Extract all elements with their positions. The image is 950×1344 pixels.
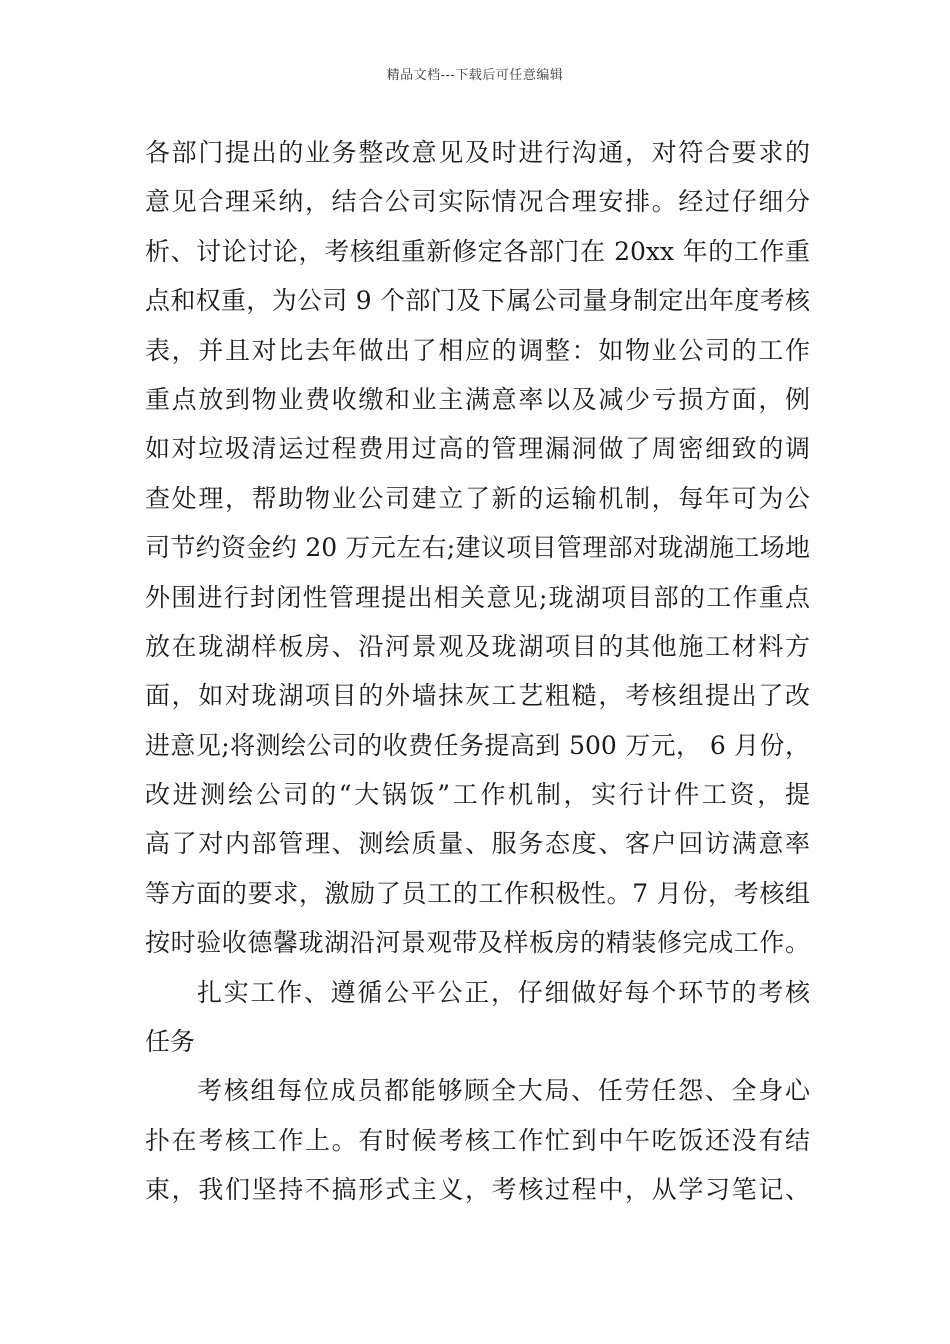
paragraph <box>145 128 810 968</box>
section-heading <box>145 968 810 1067</box>
text-line: 面，如对珑湖项目的外墙抹灰工艺粗糙，考核组提出了改 <box>145 681 810 711</box>
text-line: 重点放到物业费收缴和业主满意率以及减少亏损方面，例 <box>145 384 810 414</box>
text-line: 按时验收德馨珑湖沿河景观带及样板房的精装修完成工作。 <box>145 928 810 958</box>
text-line: 表，并且对比去年做出了相应的调整：如物业公司的工作 <box>145 335 810 365</box>
text-line: 点和权重，为公司 9 个部门及下属公司量身制定出年度考核 <box>145 286 810 316</box>
page-header: 精品文档---下载后可任意编辑 <box>386 68 564 83</box>
text-line: 外围进行封闭性管理提出相关意见;珑湖项目部的工作重点 <box>145 582 810 612</box>
text-line: 放在珑湖样板房、沿河景观及珑湖项目的其他施工材料方 <box>145 631 810 661</box>
text-line: 扑在考核工作上。有时候考核工作忙到中午吃饭还没有结 <box>145 1125 810 1155</box>
text-line: 意见合理采纳，结合公司实际情况合理安排。经过仔细分 <box>145 187 810 217</box>
document-body <box>145 128 810 1215</box>
text-line: 如对垃圾清运过程费用过高的管理漏洞做了周密细致的调 <box>145 434 810 464</box>
text-line: 等方面的要求，激励了员工的工作积极性。7 月份，考核组 <box>145 878 810 908</box>
text-line: 析、讨论讨论，考核组重新修定各部门在 20xx 年的工作重 <box>145 236 810 266</box>
text-line: 扎实工作、遵循公平公正，仔细做好每个环节的考核 <box>197 977 810 1007</box>
text-line: 高了对内部管理、测绘质量、服务态度、客户回访满意率 <box>145 829 810 859</box>
text-line: 查处理，帮助物业公司建立了新的运输机制，每年可为公 <box>145 483 810 513</box>
text-line: 束，我们坚持不搞形式主义，考核过程中，从学习笔记、 <box>145 1175 810 1205</box>
text-line: 考核组每位成员都能够顾全大局、任劳任怨、全身心 <box>197 1076 810 1106</box>
text-line: 各部门提出的业务整改意见及时进行沟通，对符合要求的 <box>145 138 810 167</box>
text-line: 任务 <box>145 1027 196 1057</box>
text-line: 进意见;将测绘公司的收费任务提高到 500 万元， 6 月份， <box>145 730 810 760</box>
text-line: 改进测绘公司的“大锅饭”工作机制，实行计件工资，提 <box>145 780 810 810</box>
text-line: 司节约资金约 20 万元左右;建议项目管理部对珑湖施工场地 <box>145 533 810 563</box>
paragraph <box>145 1066 810 1214</box>
